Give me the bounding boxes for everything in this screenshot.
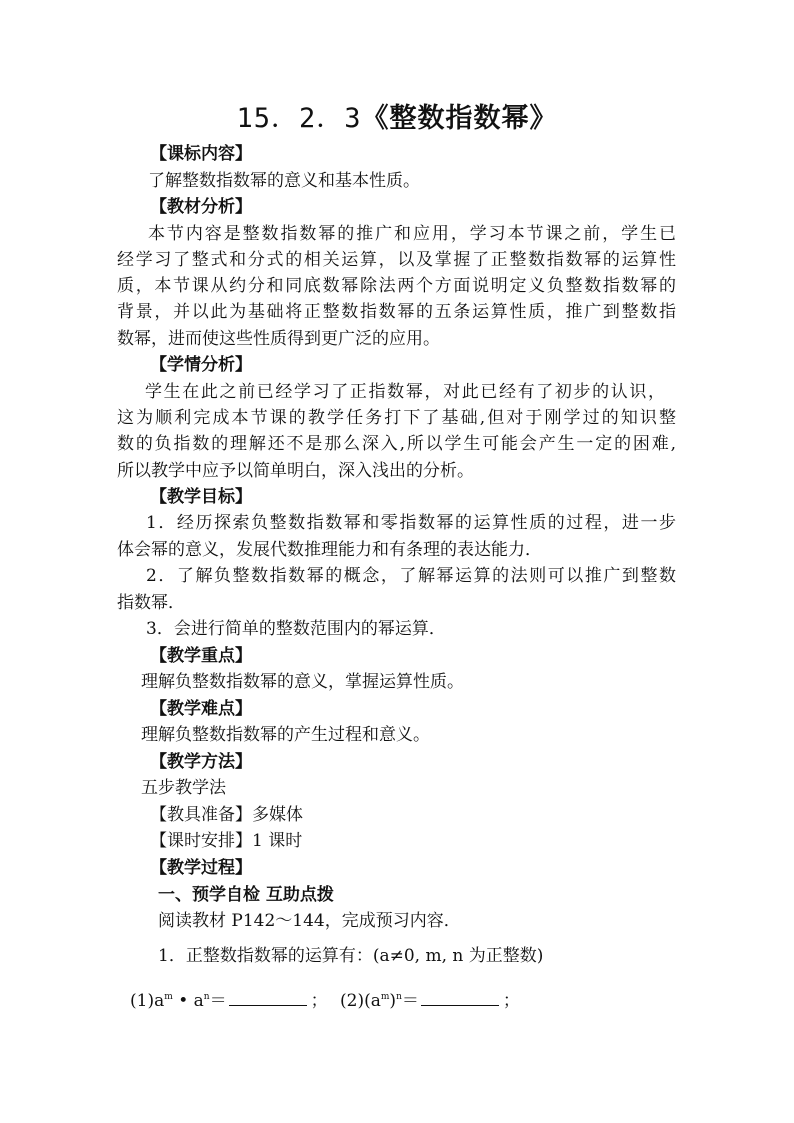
textbook-heading: 【教材分析】 — [150, 197, 252, 217]
goals-line: 2．了解负整数指数幂的概念，了解幂运算的法则可以推广到整数 — [146, 566, 676, 586]
tools-line — [150, 803, 303, 827]
formula-1: $(1)a^m$ • $a^n=$ ； — [130, 991, 328, 1011]
key-text: 理解负整数指数幂的意义，掌握运算性质。 — [141, 672, 464, 692]
answer-blank-2[interactable] — [421, 990, 499, 1006]
difficulty-heading: 【教学难点】 — [150, 699, 252, 719]
schedule-heading: 【课时安排】 — [150, 831, 252, 851]
lesson-title — [0, 96, 794, 135]
method-text: 五步教学法 — [141, 778, 226, 798]
reading-instruction: 阅读教材 P142～144，完成预习内容． — [158, 911, 461, 931]
students-heading: 【学情分析】 — [150, 355, 252, 375]
goals-line: 指数幂． — [117, 593, 185, 613]
textbook-line: 数幂，进而使这些性质得到更广泛的应用。 — [117, 329, 440, 349]
goals-line: 3．会进行简单的整数范围内的幂运算． — [146, 619, 446, 639]
goals-line: 体会幂的意义，发展代数推理能力和有条理的表达能力． — [117, 540, 542, 560]
schedule-text: 1 课时 — [252, 831, 303, 851]
goals-heading: 【教学目标】 — [150, 487, 252, 507]
tools-text: 多媒体 — [252, 805, 303, 825]
tools-heading: 【教具准备】 — [150, 805, 252, 825]
formula-2: $(2)(a^m)^n=$ ； — [340, 991, 520, 1011]
curriculum-heading: 【课标内容】 — [150, 144, 252, 164]
textbook-line: 质，本节课从约分和同底数幂除法两个方面说明定义负整数指数幂的 — [117, 276, 676, 296]
students-line: 这为顺利完成本节课的教学任务打下了基础,但对于刚学过的知识整 — [117, 408, 676, 428]
students-line: 数的负指数的理解还不是那么深入,所以学生可能会产生一定的困难, — [117, 434, 676, 454]
students-line: 所以教学中应予以简单明白，深入浅出的分析。 — [117, 461, 474, 481]
process-heading: 【教学过程】 — [150, 858, 252, 878]
schedule-line — [150, 829, 302, 853]
difficulty-text: 理解负整数指数幂的产生过程和意义。 — [141, 725, 430, 745]
lesson-number: 15．2．3 — [236, 103, 362, 134]
step1-heading: 一、预学自检 互助点拨 — [158, 885, 334, 905]
textbook-line: 背景，并以此为基础将正整数指数幂的五条运算性质，推广到整数指 — [117, 302, 676, 322]
question-1: 1．正整数指数幂的运算有：(a≠0, m, n 为正整数) — [158, 946, 544, 966]
textbook-line: 经学习了整式和分式的相关运算，以及掌握了正整数指数幂的运算性 — [117, 250, 676, 270]
students-line: 学生在此之前已经学习了正指数幂，对此已经有了初步的认识， — [145, 382, 665, 402]
curriculum-text: 了解整数指数幂的意义和基本性质。 — [148, 171, 420, 191]
goals-line: 1．经历探索负整数指数幂和零指数幂的运算性质的过程，进一步 — [146, 513, 676, 533]
textbook-line: 本节内容是整数指数幂的推广和应用，学习本节课之前，学生已 — [148, 224, 676, 244]
lesson-name: 《整数指数幂》 — [361, 103, 558, 134]
answer-blank-1[interactable] — [229, 990, 307, 1006]
key-heading: 【教学重点】 — [150, 646, 252, 666]
method-heading: 【教学方法】 — [150, 752, 252, 772]
